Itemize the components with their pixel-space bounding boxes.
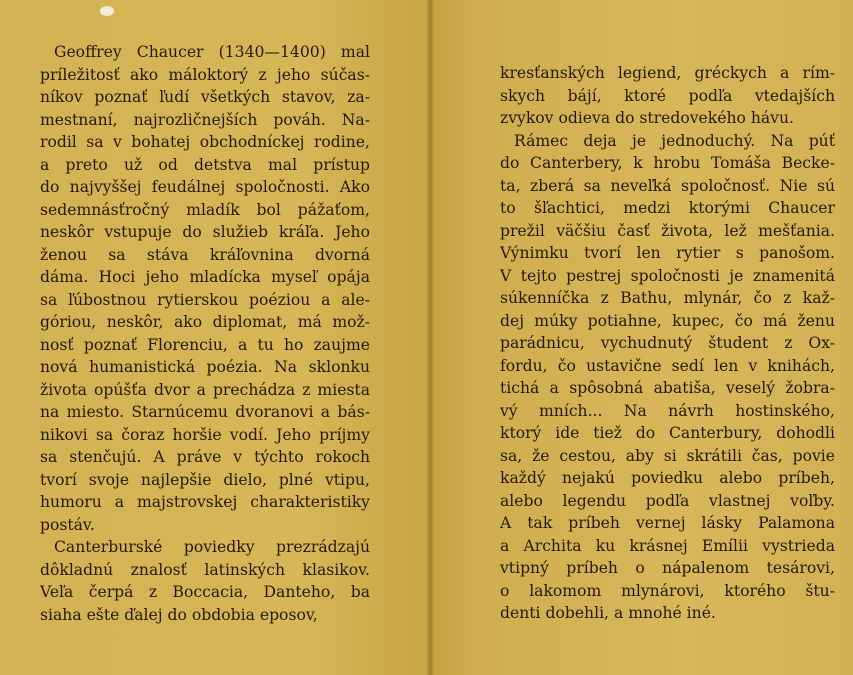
text-line: fordu, čo ustavične sedí len v knihách,: [500, 356, 835, 375]
text-line: prežil väčšiu časť života, lež mešťania.: [500, 221, 835, 240]
text-line: vtipný príbeh o nápalenom tesárovi,: [500, 559, 835, 577]
text-line: V tejto pestrej spoločnosti je znamenitá: [500, 266, 835, 285]
text-line: parádnicu, vychudnutý študent z Ox-: [500, 334, 835, 352]
text-line: príležitosť ako máloktorý z jeho súčas-: [40, 65, 370, 84]
text-line: Výnimku tvorí len rytier s panošom.: [500, 244, 835, 262]
text-line: Geoffrey Chaucer (1340—1400) mal: [54, 43, 370, 61]
text-line: alebo legendu podľa vlastnej voľby.: [500, 491, 835, 510]
text-line: tvorí svoje najlepšie dielo, plné vtipu,: [40, 470, 370, 489]
text-line: rodil sa v bohatej obchodníckej rodine,: [40, 133, 370, 151]
text-line: tichá a spôsobná abatiša, veselý žobra-: [500, 379, 835, 397]
text-line: sedemnásťročný mladík bol pážaťom,: [40, 200, 370, 219]
text-line: dej múky potiahne, kupec, čo má ženu: [500, 311, 835, 330]
text-line: nová humanistická poézia. Na sklonku: [40, 358, 370, 376]
text-line: nikovi sa čoraz horšie vodí. Jeho príjmy: [40, 425, 370, 444]
text-line: zvykov odieva do stredovekého hávu.: [500, 109, 794, 127]
text-line: denti dobehli, a mnohé iné.: [500, 604, 716, 622]
text-line: A tak príbeh vernej lásky Palamona: [500, 514, 835, 532]
text-line: postáv.: [40, 515, 95, 534]
text-line: góriou, neskôr, ako diplomat, má mož-: [40, 313, 370, 331]
text-line: níkov poznať ľudí všetkých stavov, za-: [40, 88, 370, 106]
right-page-text: [500, 62, 835, 625]
text-line: ženou sa stáva kráľovnina dvorná: [40, 245, 370, 264]
text-line: neskôr vstupuje do služieb kráľa. Jeho: [40, 223, 370, 241]
text-line: dôkladnú znalosť latinských klasikov.: [40, 560, 370, 579]
text-line: mestnaní, najrozličnejších pováh. Na-: [40, 110, 370, 129]
text-line: Veľa čerpá z Boccacia, Danteho, ba: [40, 583, 370, 601]
text-line: kresťanských legiend, gréckych a rím-: [500, 64, 835, 82]
text-line: ktorý ide tiež do Canterbury, dohodli: [500, 424, 835, 442]
text-line: súkenníčka z Bathu, mlynár, čo z kaž-: [500, 289, 835, 307]
text-line: Rámec deja je jednoduchý. Na púť: [514, 131, 835, 150]
left-page-text: [40, 41, 370, 626]
page-notch: [100, 6, 114, 16]
text-line: do najvyššej feudálnej spoločnosti. Ako: [40, 178, 370, 196]
text-line: každý nejakú poviedku alebo príbeh,: [500, 469, 835, 487]
text-line: siaha ešte ďalej do obdobia eposov,: [40, 605, 318, 624]
text-line: Canterburské poviedky prezrádzajú: [54, 538, 370, 556]
text-line: ta, zberá sa neveľká spoločnosť. Nie sú: [500, 176, 835, 195]
text-line: to šľachtici, medzi ktorými Chaucer: [500, 199, 835, 217]
text-line: na miesto. Starnúcemu dvoranovi a bás-: [40, 403, 370, 421]
text-line: humoru a majstrovskej charakteristiky: [40, 493, 370, 511]
book-gutter: [426, 0, 434, 675]
text-line: sa ľúbostnou rytierskou poéziou a ale-: [40, 290, 370, 309]
text-line: a preto už od detstva mal prístup: [40, 155, 370, 174]
text-line: sa, že cestou, aby si skrátili čas, povie: [500, 446, 835, 465]
text-line: nosť poznať Florenciu, a tu ho zaujme: [40, 335, 370, 354]
text-line: do Canterbery, k hrobu Tomáša Becke-: [500, 154, 835, 172]
text-line: o lakomom mlynárovi, ktorého štu-: [500, 581, 835, 600]
text-line: a Archita ku krásnej Emílii vystrieda: [500, 536, 835, 555]
text-line: života opúšťa dvor a prechádza z miesta: [40, 380, 370, 399]
text-line: dáma. Hoci jeho mladícka myseľ opája: [40, 268, 370, 286]
text-line: skych bájí, ktoré podľa vtedajších: [500, 86, 835, 105]
text-line: sa stenčujú. A práve v týchto rokoch: [40, 448, 370, 466]
text-line: vý mních... Na návrh hostinského,: [500, 401, 835, 420]
